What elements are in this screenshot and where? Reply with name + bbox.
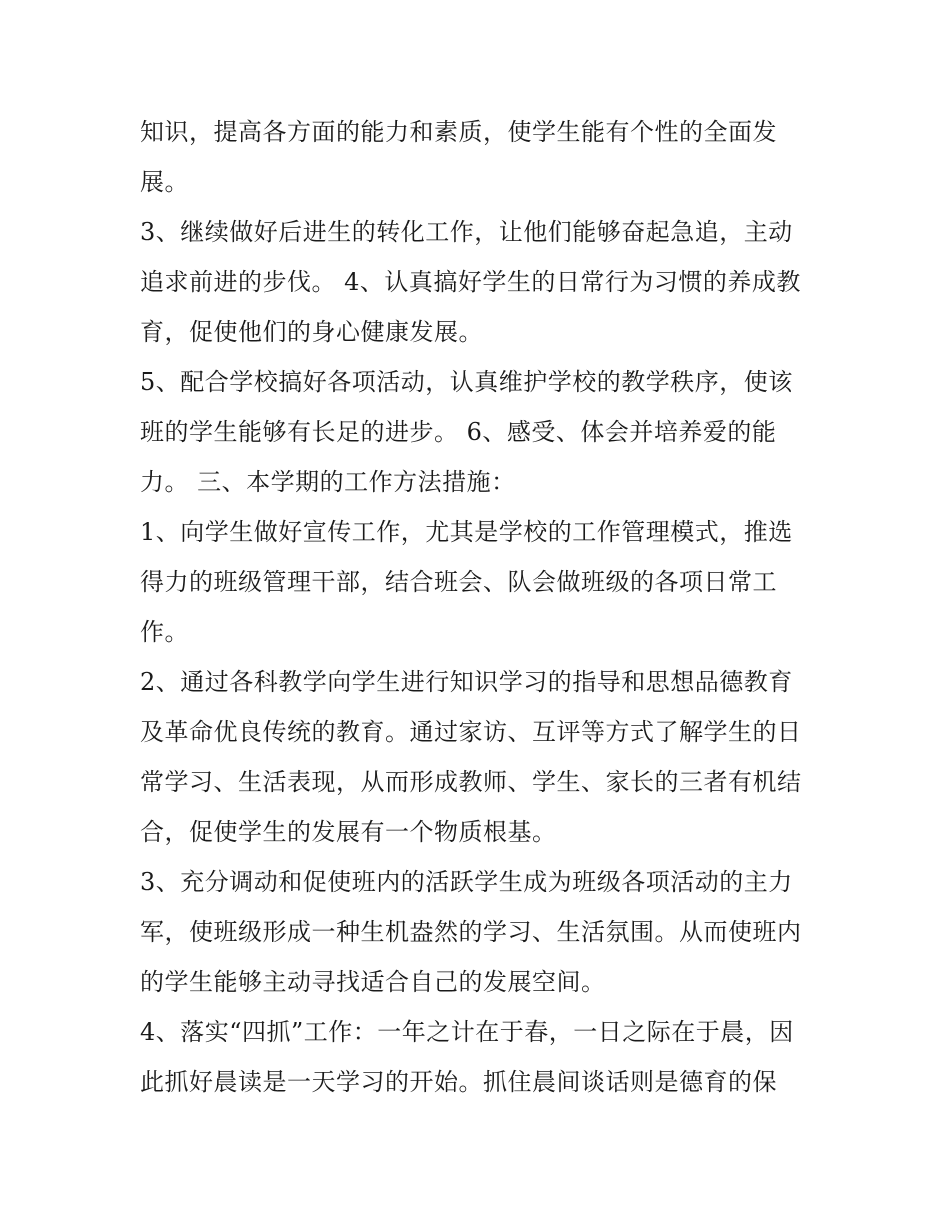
text-line: 1、向学生做好宣传工作，尤其是学校的工作管理模式，推选 [140, 518, 793, 546]
text-line: 3、继续做好后进生的转化工作，让他们能够奋起急追，主动 [140, 218, 793, 246]
text-line: 合，促使学生的发展有一个物质根基。 [140, 818, 557, 846]
text-line: 常学习、生活表现，从而形成教师、学生、家长的三者有机结 [140, 768, 802, 796]
paragraph-5 [140, 657, 820, 857]
paragraph-7 [140, 1007, 820, 1107]
paragraph-3 [140, 357, 820, 507]
text-line: 的学生能够主动寻找适合自己的发展空间。 [140, 968, 606, 996]
text-line: 知识，提高各方面的能力和素质，使学生能有个性的全面发 [140, 118, 777, 146]
text-line: 作。 [140, 618, 189, 646]
text-line: 2、通过各科教学向学生进行知识学习的指导和思想品德教育 [140, 668, 793, 696]
text-line: 得力的班级管理干部，结合班会、队会做班级的各项日常工 [140, 568, 777, 596]
text-line: 3、充分调动和促使班内的活跃学生成为班级各项活动的主力 [140, 868, 793, 896]
text-line: 力。 三、本学期的工作方法措施： [140, 468, 516, 496]
text-line: 展。 [140, 168, 189, 196]
paragraph-1 [140, 107, 820, 207]
paragraph-6 [140, 857, 820, 1007]
document-body [140, 107, 820, 1107]
text-line: 班的学生能够有长足的进步。 6、感受、体会并培养爱的能 [140, 418, 777, 446]
paragraph-4 [140, 507, 820, 657]
text-line: 4、落实“四抓”工作：一年之计在于春，一日之际在于晨，因 [140, 1018, 794, 1046]
paragraph-2 [140, 207, 820, 357]
text-line: 此抓好晨读是一天学习的开始。抓住晨间谈话则是德育的保 [140, 1068, 777, 1096]
text-line: 育，促使他们的身心健康发展。 [140, 318, 483, 346]
text-line: 军，使班级形成一种生机盎然的学习、生活氛围。从而使班内 [140, 918, 802, 946]
text-line: 及革命优良传统的教育。通过家访、互评等方式了解学生的日 [140, 718, 802, 746]
text-line: 5、配合学校搞好各项活动，认真维护学校的教学秩序，使该 [140, 368, 793, 396]
text-line: 追求前进的步伐。 4、认真搞好学生的日常行为习惯的养成教 [140, 268, 801, 296]
